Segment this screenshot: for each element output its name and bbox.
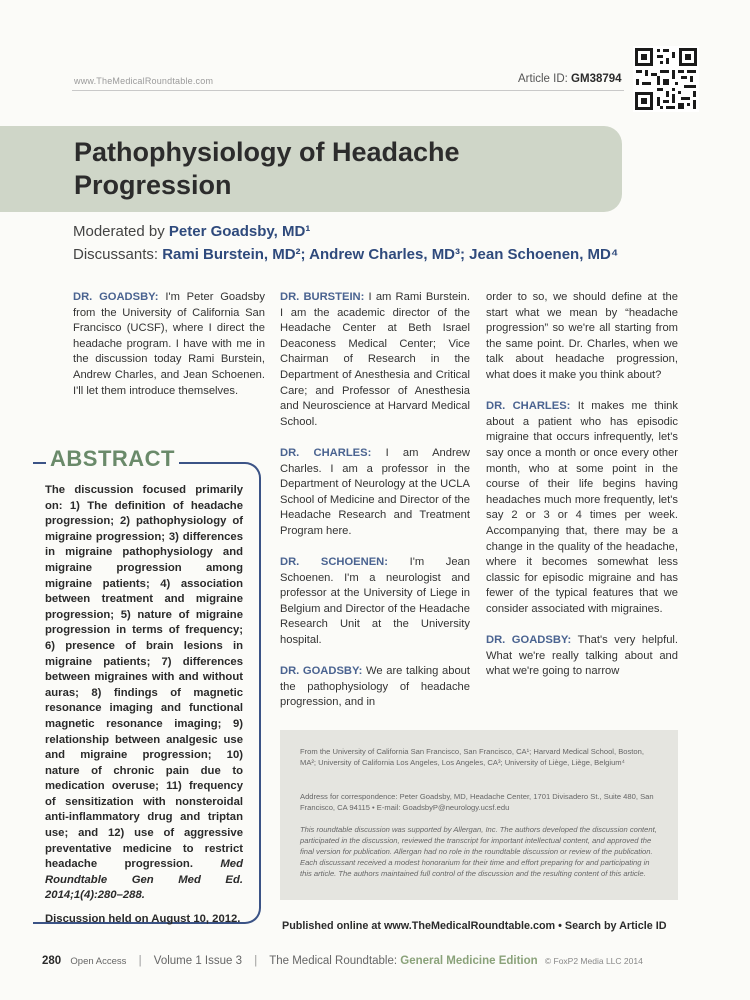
page-number: 280 [42,955,62,967]
discussants-label: Discussants: [73,246,159,263]
copyright: © FoxP2 Media LLC 2014 [544,956,643,966]
edition-name: General Medicine Edition [400,955,538,967]
dialogue-text: order to so, we should define at the start what we mean by “headache progression” so we're all starting from the same point. Dr. Charles, when we talk about headache progression, what does it make you think about? [486,291,678,381]
discussion-date: Discussion held on August 10, 2012. [45,913,241,926]
footer-separator: | [254,955,258,967]
column-1 [73,290,265,415]
column-2 [280,290,470,727]
article-id-value: GM38794 [571,73,622,85]
dialogue-paragraph [280,664,470,711]
moderator-name: Peter Goadsby, MD¹ [168,223,311,240]
moderator-label: Moderated by [73,223,165,240]
support-note: This roundtable discussion was supported by Allergan, Inc. The authors developed the discussion content, participated in the discussion, reviewed the transcript for important intellectual content, and approved the final version for publication. Allergan had no role in the roundtable discussion or review of the publication. Each discussant received a modest honorarium for their time and effort preparing for and participating in this article. The authors maintained full control of the discussion and the resulting content of this article. [300,825,657,878]
dialogue-paragraph [280,290,470,430]
speaker-label: DR. GOADSBY: [280,665,363,678]
published-online[interactable]: Published online at www.TheMedicalRoundtable.com • Search by Article ID [282,920,667,932]
dialogue-paragraph [486,399,678,617]
dialogue-paragraph [486,290,678,384]
dialogue-text: I'm Peter Goadsby from the University of California San Francisco (UCSF), where I direct the headache program. I have with me in the discussion today Rami Burstein, Andrew Charles, and Jean Schoenen. I'll let them introduce themselves. [73,291,265,397]
abstract-text: The discussion focused primarily on: 1) The definition of headache progression; 2) pathophysiology of migraine progression; 3) differences in migraine pathophysiology and migraine progression among migraine patients; 4) association between treatment and migraine progression; 5) nature of migraine progression in terms of frequency; 6) presence of brain lesions in migraine patients; 7) differences between migraines with and without auras; 8) findings of magnetic resonance imaging and functional magnetic resonance imaging; 9) relationship between analgesic use and migraine progression; 10) nature of chronic pain due to medication overuse; 11) frequency of sensitization with nonsteroidal anti-inflammatory drug and triptan use; and 12) use of aggressive preventative medicine to restrict headache progression. [45,484,243,871]
dialogue-paragraph [280,446,470,540]
dialogue-text: That's very helpful. What we're really talking about and what we're going to narrow [486,634,679,678]
speaker-label: DR. SCHOENEN: [280,556,388,569]
speaker-label: DR. CHARLES: [486,400,571,413]
discussants-line [73,246,618,263]
discussants-names: Rami Burstein, MD²; Andrew Charles, MD³; Jean Schoenen, MD⁴ [162,246,619,263]
abstract-body [45,483,243,928]
dialogue-text: I am Rami Burstein. I am the academic director of the Headache Center at Beth Israel Deaconess Medical Center; Vice Chairman of Research in the Department of Anesthesia and Critical Care; and Professor of Anesthesia and Neuroscience at Harvard Medical School. [280,291,470,428]
qr-code-icon[interactable] [633,46,699,112]
access-label: Open Access [70,956,127,967]
moderator-line [73,223,310,240]
dialogue-text: I'm Jean Schoenen. I'm a neurologist and professor at the University of Liege in Belgium and Director of the Headache Research Unit at the University hospital. [280,556,471,647]
abstract-heading: ABSTRACT [46,446,179,472]
column-3 [486,290,678,695]
dialogue-text: I am Andrew Charles. I am a professor in the Department of Neurology at the UCLA School of Medicine and Director of the Headache Research and Treatment Program here. [280,446,471,537]
correspondence-note: Address for correspondence: Peter Goadsby, MD, Headache Center, 1701 Divisadero St., Suite 480, San Francisco, CA 94115 • E-mail: GoadsbyP@neurology.ucsf.edu [300,792,654,812]
article-id [518,73,622,85]
footer-separator: | [138,955,142,967]
dialogue-paragraph [280,555,470,649]
speaker-label: DR. GOADSBY: [486,634,572,647]
speaker-label: DR. GOADSBY: [73,291,159,303]
page-footer [42,955,643,967]
abstract-citation: Med Roundtable Gen Med Ed. 2014;1(4):280–288. [45,858,243,902]
speaker-label: DR. BURSTEIN: [280,291,365,303]
article-id-label: Article ID: [518,73,568,85]
dialogue-text: We are talking about the pathophysiology of headache progression, and in [280,665,470,709]
volume-label: Volume 1 Issue 3 [153,955,243,967]
site-url[interactable]: www.TheMedicalRoundtable.com [74,76,214,86]
affiliations-note: From the University of California San Francisco, San Francisco, CA¹; Harvard Medical School, Boston, MA²; University of California Los Angeles, Los Angeles, CA³; University of Liège, Liège, Belgium⁴ [300,747,644,767]
dialogue-paragraph [486,633,678,680]
speaker-label: DR. CHARLES: [280,446,372,459]
header-divider [72,90,624,91]
page-title: Pathophysiology of Headache Progression [74,137,460,200]
journal-name: The Medical Roundtable: [269,955,398,967]
dialogue-text: It makes me think about a patient who has episodic migraine that occurs infrequently, let's say once a month or once every other month, who at some point in the course of their life begins having headaches much more frequently, let's say 2 or 3 or 4 times per week. Accompanying that, there may be a change in the quality of the headache, where it becomes somewhat less classic for episodic migraine and has fewer of the typical features that we consider associated with migraines. [486,400,679,615]
dialogue-paragraph [73,290,265,399]
